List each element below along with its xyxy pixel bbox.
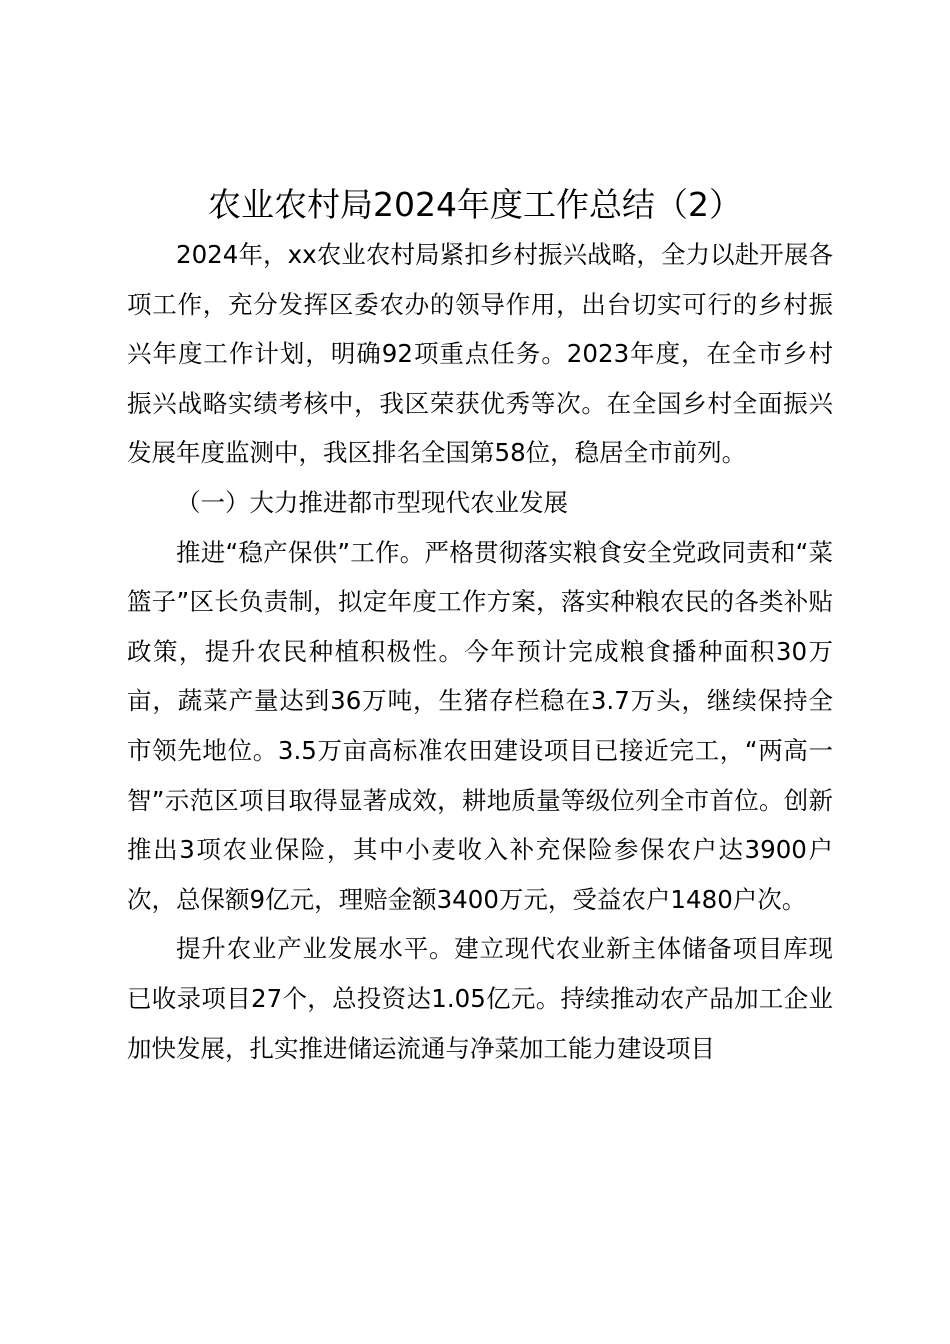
document-body [127, 230, 833, 1073]
paragraph-stable-supply: 推进“稳产保供”工作。严格贯彻落实粮食安全党政同责和“菜篮子”区长负责制，拟定年度工作方案，落实种粮农民的各类补贴政策，提升农民种植积极性。今年预计完成粮食播种面积30万亩，蔬菜产量达到36万吨，生猪存栏稳在3.7万头，继续保持全市领先地位。3.5万亩高标准农田建设项目已接近完工，“两高一智”示范区项目取得显著成效，耕地质量等级位列全市首位。创新推出3项农业保险，其中小麦收入补充保险参保农户达3900户次，总保额9亿元，理赔金额3400万元，受益农户1480户次。 [127, 537, 833, 914]
section-heading: （一）大力推进都市型现代农业发展 [176, 487, 568, 517]
paragraph-overview: 2024年，xx农业农村局紧扣乡村振兴战略，全力以赴开展各项工作，充分发挥区委农办的领导作用，出台切实可行的乡村振兴年度工作计划，明确92项重点任务。2023年度，在全市乡村振兴战略实绩考核中，我区荣获优秀等次。在全国乡村全面振兴发展年度监测中，我区排名全国第58位，稳居全市前列。 [127, 240, 833, 468]
document-title: 农业农村局2024年度工作总结（2） [208, 185, 742, 224]
paragraph-industry-development: 提升农业产业发展水平。建立现代农业新主体储备项目库现已收录项目27个，总投资达1.05亿元。持续推动农产品加工企业加快发展，扎实推进储运流通与净菜加工能力建设项目 [127, 934, 833, 1063]
